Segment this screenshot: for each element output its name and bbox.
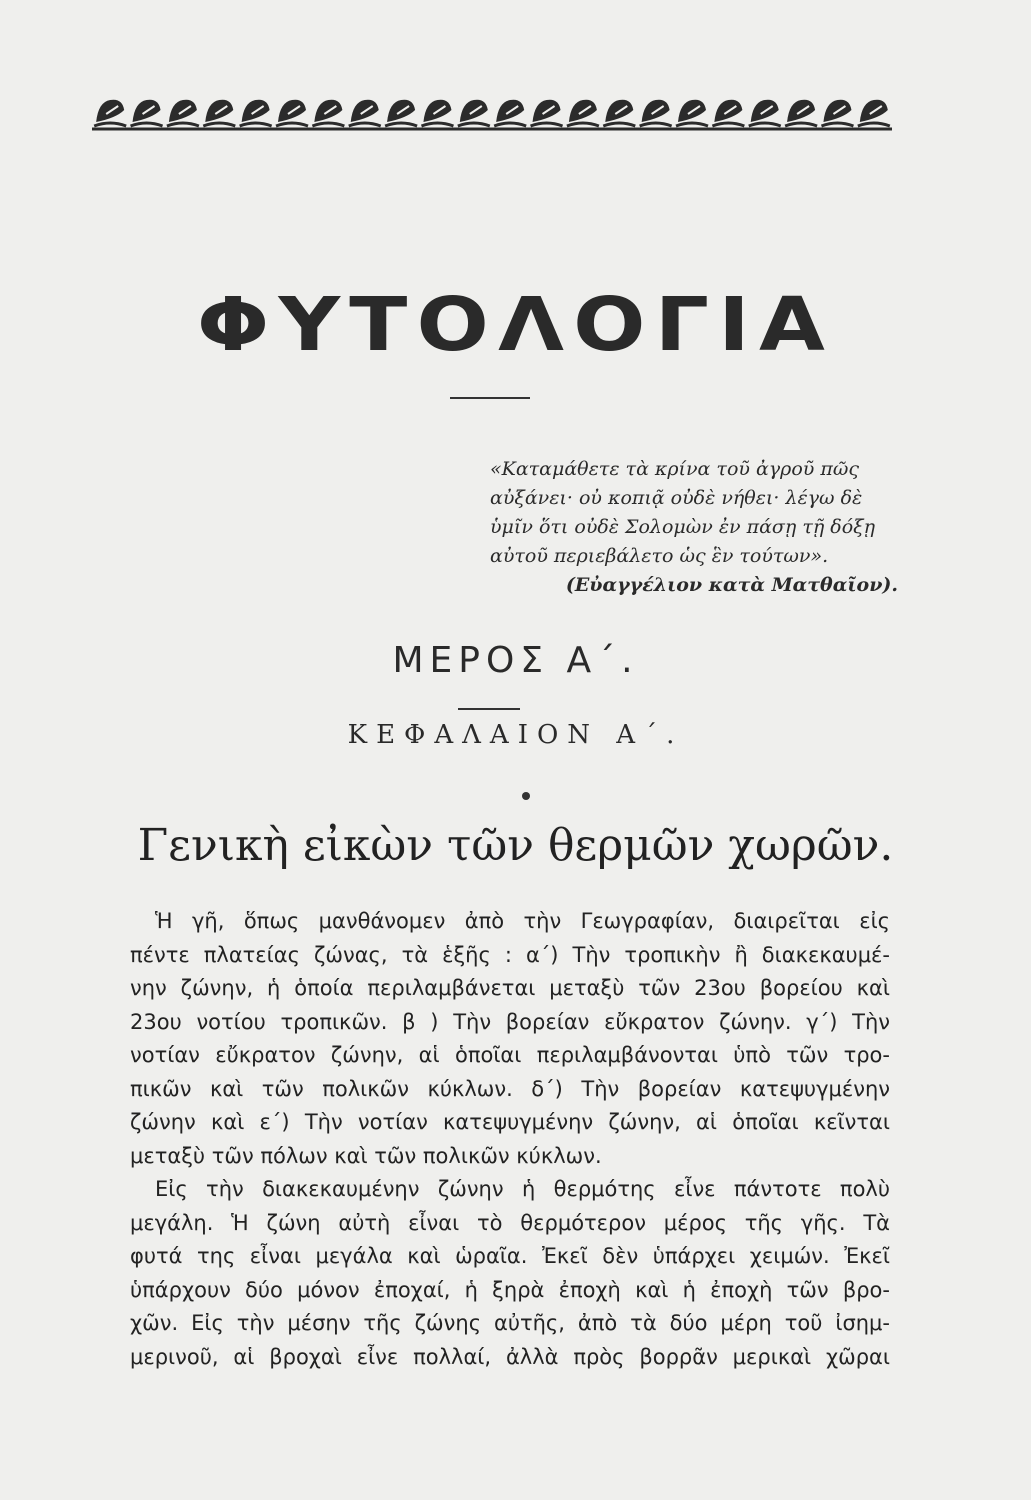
flower-ornament-icon [712, 100, 744, 126]
flower-ornament-icon [785, 100, 817, 126]
body-line: χῶν. Εἰς τὴν μέσην τῆς ζώνης αὐτῆς, ἀπὸ τὰ δύο μέρη τοῦ ἰσημ- [130, 1311, 890, 1335]
flower-ornament-icon [131, 100, 163, 126]
flower-ornament-icon [640, 100, 672, 126]
flower-ornament-icon [349, 100, 381, 126]
epigraph-line: «Καταμάθετε τὰ κρίνα τοῦ ἀγροῦ πῶς [490, 458, 859, 480]
flower-ornament-icon [494, 100, 526, 126]
body-line: νοτίαν εὔκρατον ζώνην, αἱ ὁποῖαι περιλαμβάνονται ὑπὸ τῶν τρο- [130, 1043, 890, 1067]
flower-ornament-icon [276, 100, 308, 126]
flower-ornament-icon [821, 100, 853, 126]
epigraph-line: αὐξάνει· οὐ κοπιᾷ οὐδὲ νήθει· λέγω δὲ [490, 487, 863, 509]
flower-ornament-icon [385, 100, 417, 126]
flower-ornament-icon [458, 100, 490, 126]
body-line: ὑπάρχουν δύο μόνον ἐποχαί, ἡ ξηρὰ ἐποχὴ καὶ ἡ ἐποχὴ τῶν βρο- [130, 1277, 890, 1302]
flower-ornament-icon [203, 100, 235, 126]
flower-ornament-icon [312, 100, 344, 126]
body-text [130, 905, 890, 1374]
body-line: 23ου νοτίου τροπικῶν. β ) Τὴν βορείαν εὔκρατον ζώνην. γ΄) Τὴν [130, 1009, 890, 1034]
epigraph [490, 455, 910, 600]
body-line: μεγάλη. Ἡ ζώνη αὐτὴ εἶναι τὸ θερμότερον μέρος τῆς γῆς. Τὰ [130, 1210, 890, 1235]
flower-ornament-icon [531, 100, 563, 126]
flower-ornament-icon [94, 100, 126, 126]
body-line: φυτά της εἶναι μεγάλα καὶ ὡραῖα. Ἐκεῖ δὲν ὑπάρχει χειμών. Ἐκεῖ [130, 1244, 890, 1268]
flower-ornament-icon [567, 100, 599, 126]
floral-ornament-band [92, 92, 892, 132]
section-heading: Γενικὴ εἰκὼν τῶν θερμῶν χωρῶν. [137, 820, 894, 871]
epigraph-source: (Εὐαγγέλιον κατὰ Ματθαῖον). [565, 574, 898, 596]
epigraph-line: ὑμῖν ὅτι οὐδὲ Σολομὼν ἐν πάσῃ τῇ δόξῃ [490, 516, 875, 538]
body-line: πικῶν καὶ τῶν πολικῶν κύκλων. δ΄) Τὴν βορείαν κατεψυγμένην [130, 1076, 890, 1101]
chapter-heading: ΚΕΦΑΛΑΙΟΝ Α΄. [347, 720, 684, 750]
body-line: Εἰς τὴν διακεκαυμένην ζώνην ἡ θερμότης εἶνε πάντοτε πολὺ [155, 1177, 890, 1201]
flower-ornament-icon [858, 100, 890, 126]
body-line: μεταξὺ τῶν πόλων καὶ τῶν πολικῶν κύκλων. [130, 1143, 602, 1168]
body-line: πέντε πλατείας ζώνας, τὰ ἑξῆς : α΄) Τὴν τροπικὴν ἢ διακεκαυμέ- [130, 942, 890, 967]
title-divider [450, 397, 530, 399]
chapter-dot [522, 792, 530, 800]
flower-ornament-icon [603, 100, 635, 126]
body-line: ζώνην καὶ ε΄) Τὴν νοτίαν κατεψυγμένην ζώνην, αἱ ὁποῖαι κεῖνται [130, 1110, 890, 1134]
body-line: μερινοῦ, αἱ βροχαὶ εἶνε πολλαί, ἀλλὰ πρὸς βορρᾶν μερικαὶ χῶραι [130, 1344, 890, 1369]
part-heading: ΜΕΡΟΣ Α΄. [392, 640, 639, 681]
part-divider [458, 708, 520, 710]
epigraph-line: αὐτοῦ περιεβάλετο ὡς ἓν τούτων». [490, 545, 829, 567]
flower-ornament-icon [421, 100, 453, 126]
flower-ornament-icon [167, 100, 199, 126]
body-line: νην ζώνην, ἡ ὁποία περιλαμβάνεται μεταξὺ τῶν 23ου βορείου καὶ [130, 976, 890, 1000]
page-title: ΦΥΤΟΛΟΓΙΑ [196, 282, 835, 368]
flower-ornament-icon [240, 100, 272, 126]
flower-ornament-icon [749, 100, 781, 126]
flower-ornament-icon [676, 100, 708, 126]
body-line: Ἡ γῆ, ὅπως μανθάνομεν ἀπὸ τὴν Γεωγραφίαν, διαιρεῖται εἰς [155, 909, 890, 933]
